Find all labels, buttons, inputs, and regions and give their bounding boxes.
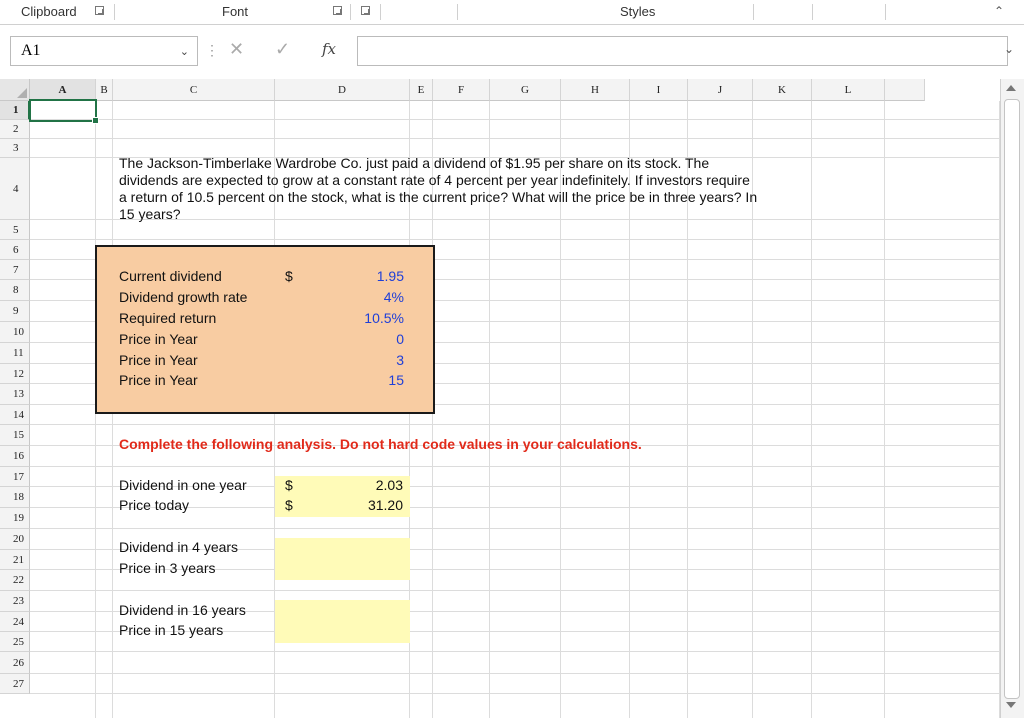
price-year-3-value[interactable]: 3 [396, 352, 404, 368]
clipboard-group-label: Clipboard [21, 4, 77, 19]
ribbon-divider [885, 4, 886, 20]
name-box-value: A1 [21, 42, 41, 59]
row-header-9[interactable]: 9 [0, 301, 30, 322]
current-dividend-value[interactable]: 1.95 [376, 268, 404, 284]
gridline [30, 673, 1000, 674]
row-header-4[interactable]: 4 [0, 158, 30, 220]
gridline [30, 528, 1000, 529]
growth-rate-value[interactable]: 4% [383, 289, 404, 305]
gridline [30, 590, 1000, 591]
row-header-27[interactable]: 27 [0, 674, 30, 694]
gridline [884, 101, 885, 718]
column-header-filler [885, 79, 925, 101]
row-header-1[interactable]: 1 [0, 101, 30, 120]
row-header-22[interactable]: 22 [0, 570, 30, 591]
row-header-20[interactable]: 20 [0, 529, 30, 550]
instruction-text: Complete the following analysis. Do not hard code values in your calculations. [119, 436, 642, 452]
clipboard-launcher-icon[interactable] [95, 6, 104, 15]
row-header-10[interactable]: 10 [0, 322, 30, 343]
row-header-19[interactable]: 19 [0, 508, 30, 529]
column-header-h[interactable]: H [561, 79, 630, 101]
currency-symbol: $ [285, 497, 293, 513]
dividend-16-years-label: Dividend in 16 years [119, 602, 246, 618]
alignment-launcher-icon[interactable] [361, 6, 370, 15]
row-header-25[interactable]: 25 [0, 632, 30, 652]
row-header-15[interactable]: 15 [0, 425, 30, 446]
dividend-4-years-label: Dividend in 4 years [119, 539, 239, 555]
insert-function-icon[interactable]: fx [322, 40, 337, 58]
row-header-16[interactable]: 16 [0, 446, 30, 467]
gridline [30, 651, 1000, 652]
required-return-label: Required return [119, 310, 217, 326]
ribbon-divider [753, 4, 754, 20]
row-header-7[interactable]: 7 [0, 260, 30, 280]
ribbon-divider [457, 4, 458, 20]
row-header-13[interactable]: 13 [0, 384, 30, 405]
vertical-scrollbar[interactable] [1000, 79, 1024, 718]
row-header-11[interactable]: 11 [0, 343, 30, 364]
row-header-3[interactable]: 3 [0, 139, 30, 158]
row-header-24[interactable]: 24 [0, 612, 30, 632]
ribbon-divider [380, 4, 381, 20]
price-15-years-label: Price in 15 years [119, 622, 224, 638]
price-3-years-label: Price in 3 years [119, 560, 216, 576]
scroll-thumb[interactable] [1004, 99, 1020, 699]
column-header-a[interactable]: A [30, 79, 96, 101]
row-header-8[interactable]: 8 [0, 280, 30, 301]
answer-cells-3[interactable] [275, 600, 410, 643]
column-header-l[interactable]: L [812, 79, 885, 101]
cancel-icon[interactable]: ✕ [229, 39, 245, 59]
enter-check-icon[interactable]: ✓ [275, 39, 291, 59]
price-year-label: Price in Year [119, 352, 198, 368]
column-header-j[interactable]: J [688, 79, 753, 101]
price-year-0-value[interactable]: 0 [396, 331, 404, 347]
row-header-23[interactable]: 23 [0, 591, 30, 612]
gridline [30, 239, 1000, 240]
scroll-down-arrow-icon[interactable] [1006, 702, 1016, 708]
name-box-dropdown-icon[interactable]: ⌄ [179, 46, 189, 58]
expand-formula-bar-chevron-down-icon[interactable]: ⌄ [1004, 42, 1015, 56]
growth-rate-label: Dividend growth rate [119, 289, 248, 305]
price-today-label: Price today [119, 497, 190, 513]
column-header-e[interactable]: E [410, 79, 433, 101]
column-header-d[interactable]: D [275, 79, 410, 101]
row-header-17[interactable]: 17 [0, 467, 30, 487]
price-year-label: Price in Year [119, 331, 198, 347]
column-header-k[interactable]: K [753, 79, 812, 101]
select-all-corner[interactable] [0, 79, 30, 101]
gridline [30, 424, 1000, 425]
ribbon-group-labels [0, 0, 1024, 25]
column-header-c[interactable]: C [113, 79, 275, 101]
current-dividend-label: Current dividend [119, 268, 222, 284]
row-header-6[interactable]: 6 [0, 240, 30, 260]
price-year-15-value[interactable]: 15 [388, 372, 404, 388]
gridline [30, 138, 1000, 139]
ribbon-divider [350, 4, 351, 20]
row-header-18[interactable]: 18 [0, 487, 30, 508]
scroll-up-arrow-icon[interactable] [1006, 85, 1016, 91]
currency-symbol: $ [285, 268, 293, 284]
styles-group-label: Styles [620, 4, 656, 19]
required-return-value[interactable]: 10.5% [364, 310, 404, 326]
selected-cell-a1[interactable] [29, 99, 97, 122]
collapse-ribbon-chevron-up-icon[interactable]: ⌃ [994, 4, 1005, 18]
row-header-21[interactable]: 21 [0, 550, 30, 570]
row-header-2[interactable]: 2 [0, 120, 30, 139]
currency-symbol: $ [285, 477, 293, 493]
gridline [30, 693, 1000, 694]
problem-text: The Jackson-Timberlake Wardrobe Co. just paid a dividend of $1.95 per share on its stock. The dividends are expected to grow at a constant rate of 4 percent per year indefinitely. If investors require a return of 10.5 percent on the stock, what is the current price? What will the price be in three years? In 15 years? [119, 155, 758, 222]
ribbon-divider [114, 4, 115, 20]
row-header-12[interactable]: 12 [0, 364, 30, 384]
price-year-label: Price in Year [119, 372, 198, 388]
column-header-i[interactable]: I [630, 79, 688, 101]
column-header-b[interactable]: B [96, 79, 113, 101]
formula-input[interactable] [357, 36, 1008, 66]
answer-cells-2[interactable] [275, 538, 410, 580]
dividend-one-year-value[interactable]: 2.03 [375, 477, 403, 493]
gridline [30, 119, 1000, 120]
font-group-label: Font [222, 4, 249, 19]
gridline [30, 466, 1000, 467]
gridline [811, 101, 812, 718]
column-header-g[interactable]: G [490, 79, 561, 101]
column-header-f[interactable]: F [433, 79, 490, 101]
row-header-26[interactable]: 26 [0, 652, 30, 674]
formula-bar-drag-handle-icon[interactable]: ⋮ [205, 42, 219, 58]
name-box[interactable] [10, 36, 198, 66]
ribbon-divider [812, 4, 813, 20]
font-launcher-icon[interactable] [333, 6, 342, 15]
dividend-one-year-label: Dividend in one year [119, 477, 247, 493]
row-header-14[interactable]: 14 [0, 405, 30, 425]
row-header-5[interactable]: 5 [0, 220, 30, 240]
price-today-value[interactable]: 31.20 [367, 497, 403, 513]
